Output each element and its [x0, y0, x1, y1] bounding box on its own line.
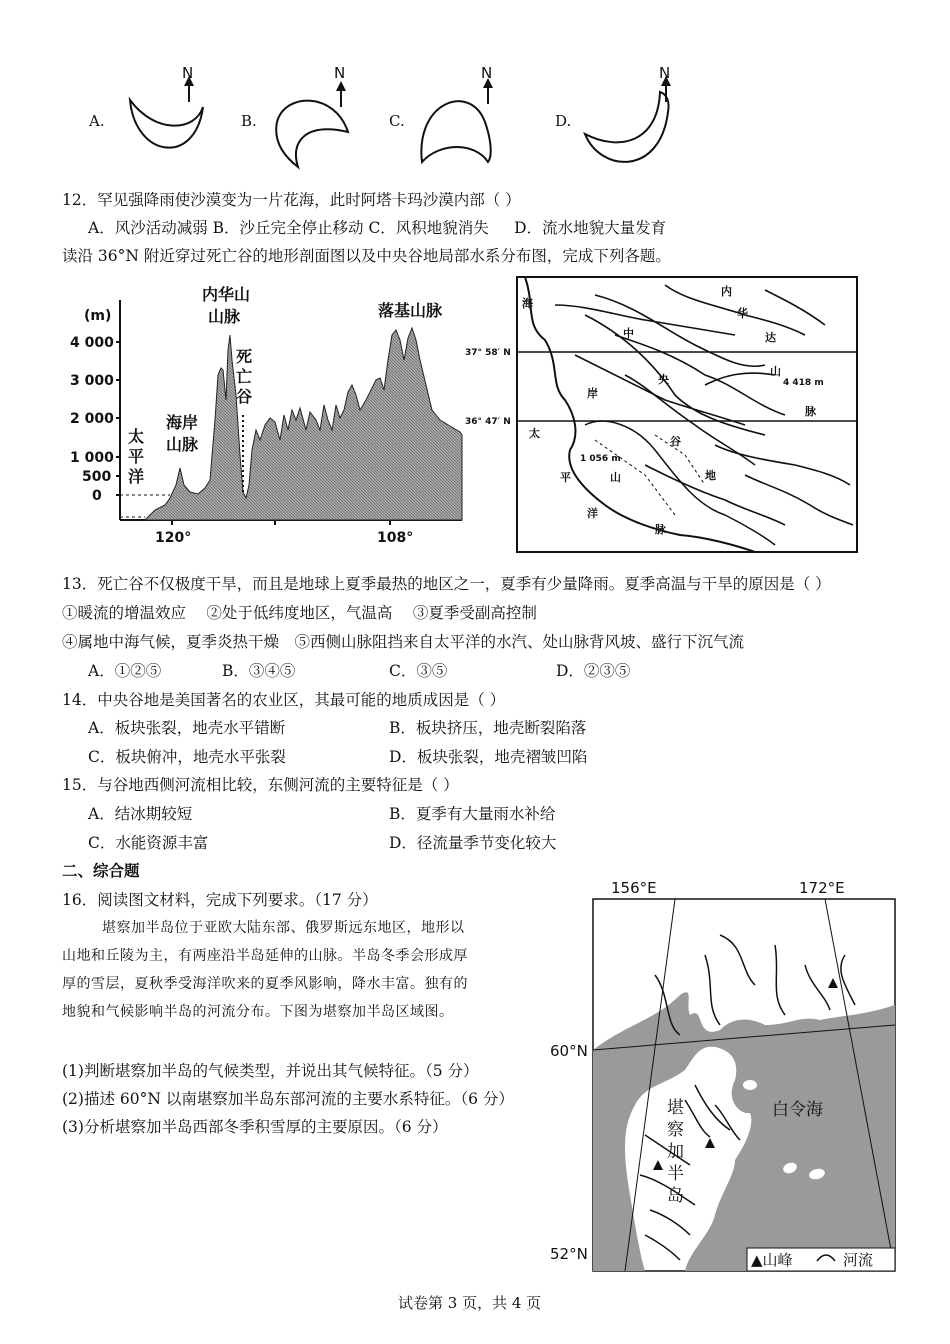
map-char: 太	[529, 427, 540, 440]
map-char: 脉	[805, 405, 816, 418]
q14-option-c: C．板块俯冲，地壳水平张裂	[88, 748, 286, 766]
peak-label: 1 056 m	[580, 454, 621, 464]
q16-para: 堪察加半岛位于亚欧大陆东部、俄罗斯远东地区，地形以	[102, 920, 465, 936]
q12-stem: 12．罕见强降雨使沙漠变为一片花海，此时阿塔卡玛沙漠内部（ ）	[62, 191, 521, 209]
intro-text: 读沿 36°N 附近穿过死亡谷的地形剖面图以及中央谷地局部水系分布图，完成下列各题。	[62, 247, 671, 265]
q13-stem: 13．死亡谷不仅极度干旱，而且是地球上夏季最热的地区之一，夏季有少量降雨。夏季高温与干旱的原因是（ ）	[62, 575, 831, 593]
map-char: 洋	[587, 507, 598, 520]
q14-stem: 14．中央谷地是美国著名的农业区，其最可能的地质成因是（ ）	[62, 691, 506, 709]
y-tick: 2 000	[70, 411, 114, 427]
y-tick: 1 000	[70, 450, 114, 466]
q14-option-b: B．板块挤压，地壳断裂陷落	[389, 719, 587, 737]
x-tick: 108°	[377, 530, 414, 546]
peninsula-char: 加	[667, 1142, 684, 1162]
legend-peak: ▲山峰	[751, 1251, 793, 1269]
map-char: 山	[610, 471, 621, 484]
q11-option-d-label: D.	[555, 112, 572, 130]
label-rocky: 落基山脉	[378, 301, 443, 320]
peninsula-char: 堪	[667, 1098, 684, 1118]
q15-stem: 15．与谷地西侧河流相比较，东侧河流的主要特征是（ ）	[62, 776, 459, 794]
q16-sub3: (3)分析堪察加半岛西部冬季积雪厚的主要原因。（6 分）	[62, 1118, 448, 1136]
y-tick: 3 000	[70, 373, 114, 389]
map-char: 脉	[655, 523, 666, 536]
q13-option-a: A．①②⑤	[88, 662, 162, 680]
label-death: 谷	[236, 387, 253, 406]
q11-shape-d	[580, 62, 700, 182]
q11-shape-b	[265, 62, 375, 177]
lon-label: 156°E	[611, 879, 657, 897]
q15-option-c: C．水能资源丰富	[88, 834, 209, 852]
lat-label: 60°N	[550, 1042, 588, 1060]
lat-label: 52°N	[550, 1245, 588, 1263]
lat-label: 37° 58′ N	[465, 348, 511, 358]
sea-label: 白令海	[772, 1100, 823, 1120]
q11-shape-a	[115, 62, 225, 177]
q11-shape-c	[410, 62, 520, 177]
peak-label: 4 418 m	[783, 378, 824, 388]
north-label: N	[334, 64, 346, 82]
lon-label: 172°E	[799, 879, 845, 897]
q13-line2: ④属地中海气候，夏季炎热干燥 ⑤西侧山脉阻挡来自太平洋的水汽、处山脉背风坡、盛行下沉气流	[62, 633, 745, 651]
q13-option-c: C．③⑤	[389, 662, 448, 680]
map-char: 谷	[670, 435, 681, 448]
lat-label: 36° 47′ N	[465, 417, 511, 427]
map-char: 岸	[587, 387, 598, 400]
map-char: 内	[721, 285, 732, 298]
q14-option-a: A．板块张裂，地壳水平错断	[88, 719, 286, 737]
legend-river: 河流	[843, 1251, 874, 1269]
q16-sub1: (1)判断堪察加半岛的气候类型，并说出其气候特征。（5 分）	[62, 1062, 479, 1080]
label-pacific: 洋	[128, 467, 145, 486]
map-char: 华	[737, 307, 748, 320]
map-char: 海	[522, 297, 533, 310]
label-pacific: 平	[128, 447, 145, 466]
map-char: 央	[658, 373, 669, 386]
peninsula-char: 半	[667, 1164, 684, 1184]
q11-option-b-label: B.	[241, 112, 257, 130]
label-pacific: 太	[128, 427, 145, 446]
peninsula-char: 岛	[667, 1186, 684, 1206]
q16-sub2: (2)描述 60°N 以南堪察加半岛东部河流的主要水系特征。（6 分）	[62, 1090, 514, 1108]
label-death: 死	[236, 347, 253, 366]
map-char: 中	[623, 327, 634, 340]
q16-para: 地貌和气候影响半岛的河流分布。下图为堪察加半岛区域图。	[62, 1004, 454, 1020]
q15-option-b: B．夏季有大量雨水补给	[389, 805, 556, 823]
north-label: N	[659, 64, 671, 82]
y-unit: (m)	[84, 308, 112, 324]
label-coast: 山脉	[166, 435, 199, 454]
section-title: 二、综合题	[62, 861, 140, 880]
q14-option-d: D．板块张裂，地壳褶皱凹陷	[389, 748, 588, 766]
peninsula-char: 察	[667, 1120, 684, 1140]
q15-option-a: A．结冰期较短	[88, 805, 193, 823]
q12-options: A．风沙活动减弱 B．沙丘完全停止移动 C．风积地貌消失 D．流水地貌大量发育	[88, 219, 667, 237]
map-char: 山	[770, 365, 781, 378]
q13-option-d: D．②③⑤	[556, 662, 631, 680]
kamchatka-map	[545, 875, 905, 1280]
map-char: 地	[705, 469, 716, 482]
label-inner-hua: 内华山	[202, 285, 251, 304]
label-inner-hua-2: 山脉	[208, 307, 241, 326]
north-label: N	[481, 64, 493, 82]
page-footer: 试卷第 3 页，共 4 页	[398, 1294, 542, 1312]
q16-para: 山地和丘陵为主，有两座沿半岛延伸的山脉。半岛冬季会形成厚	[62, 948, 468, 964]
central-valley-water-map	[465, 275, 865, 557]
q11-option-a-label: A.	[89, 112, 105, 130]
y-tick: 500	[82, 469, 112, 485]
north-label: N	[182, 64, 194, 82]
q11-option-c-label: C.	[389, 112, 405, 130]
y-tick: 0	[92, 488, 102, 504]
map-char: 达	[765, 331, 776, 344]
label-death: 亡	[236, 367, 253, 386]
q16-para: 厚的雪层，夏秋季受海洋吹来的夏季风影响，降水丰富。独有的	[62, 976, 468, 992]
q13-option-b: B．③④⑤	[222, 662, 296, 680]
terrain-profile-chart	[70, 280, 465, 555]
y-tick: 4 000	[70, 335, 114, 351]
q16-stem: 16．阅读图文材料，完成下列要求。（17 分）	[62, 891, 378, 909]
x-tick: 120°	[155, 530, 192, 546]
q13-line1: ①暖流的增温效应 ②处于低纬度地区，气温高 ③夏季受副高控制	[62, 604, 537, 622]
q15-option-d: D．径流量季节变化较大	[389, 834, 557, 852]
label-coast: 海岸	[166, 413, 199, 432]
map-char: 平	[560, 471, 571, 484]
